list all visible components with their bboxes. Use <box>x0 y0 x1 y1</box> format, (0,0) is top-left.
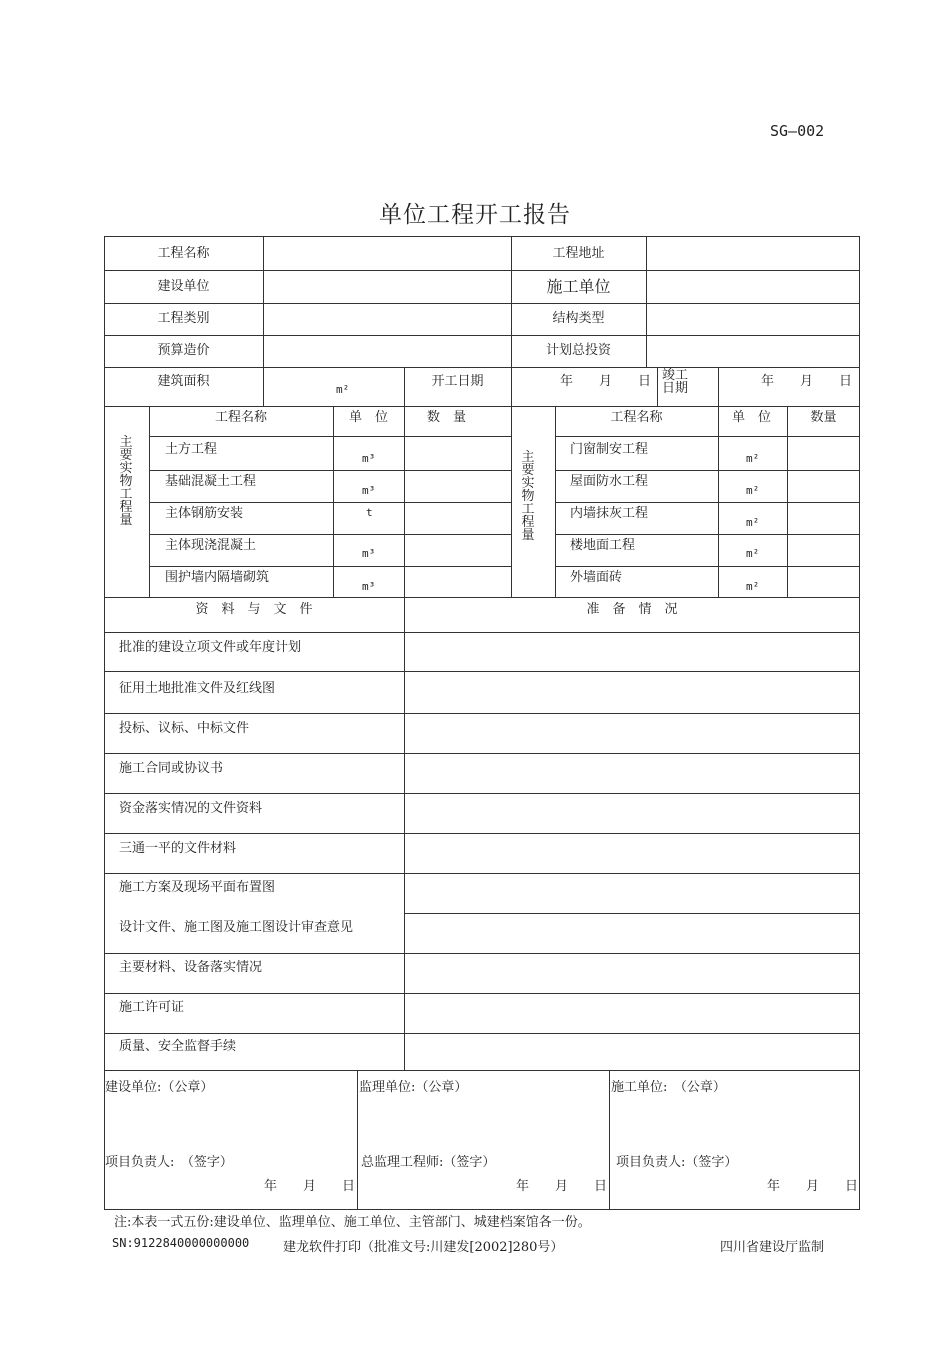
qty-row-name: 主体钢筋安装 <box>165 506 244 521</box>
document-row: 投标、议标、中标文件 <box>119 721 250 736</box>
qty-row-name: 土方工程 <box>165 442 218 457</box>
qty-row-name: 楼地面工程 <box>570 538 636 553</box>
builder-label: 建设单位 <box>157 279 210 294</box>
builder-seal: 建设单位:（公章） <box>105 1080 214 1095</box>
contractor-sign-date: 年 月 日 <box>767 1179 859 1194</box>
documents-header: 资 料 与 文 件 <box>195 602 313 617</box>
qty-row-unit: m² <box>746 516 760 529</box>
form-code: SG—002 <box>770 122 825 140</box>
supervisor-seal: 监理单位:（公章） <box>359 1080 468 1095</box>
document-row: 质量、安全监督手续 <box>119 1039 237 1054</box>
qty-row-name: 围护墙内隔墙砌筑 <box>165 570 270 585</box>
qty-header-name-left: 工程名称 <box>214 410 267 425</box>
builder-signer: 项目负责人: （签字） <box>105 1155 233 1170</box>
area-label: 建筑面积 <box>157 374 210 389</box>
page-title: 单位工程开工报告 <box>379 202 571 228</box>
preparation-header: 准 备 情 况 <box>586 602 678 617</box>
report-form <box>104 236 860 1210</box>
builder-sign-date: 年 月 日 <box>264 1179 356 1194</box>
structure-label: 结构类型 <box>552 311 605 326</box>
quantities-side-label-left: 主要实物工程量 <box>119 435 133 528</box>
qty-row-unit: m² <box>746 484 760 497</box>
start-date-value: 年 月 日 <box>560 374 652 389</box>
qty-row-unit: m² <box>746 547 760 560</box>
document-row: 施工合同或协议书 <box>119 761 224 776</box>
qty-row-unit: m² <box>746 452 760 465</box>
document-row: 施工方案及现场平面布置图 <box>119 880 276 895</box>
qty-row-name: 门窗制安工程 <box>570 442 649 457</box>
document-row: 批准的建设立项文件或年度计划 <box>119 640 302 655</box>
qty-header-unit-left: 单 位 <box>348 410 388 425</box>
qty-row-unit: m³ <box>362 484 376 497</box>
document-row: 设计文件、施工图及施工图设计审查意见 <box>119 920 354 935</box>
finish-date-label: 竣工日期 <box>662 368 689 396</box>
supervisor-signer: 总监理工程师:（签字） <box>361 1155 496 1170</box>
qty-row-name: 内墙抹灰工程 <box>570 506 649 521</box>
contractor-label: 施工单位 <box>546 277 611 296</box>
qty-row-unit: t <box>366 506 373 519</box>
document-row: 征用土地批准文件及红线图 <box>119 681 276 696</box>
category-label: 工程类别 <box>157 311 210 326</box>
qty-row-name: 外墙面砖 <box>570 570 623 585</box>
qty-header-unit-right: 单 位 <box>732 410 772 425</box>
qty-header-qty-left: 数 量 <box>427 410 467 425</box>
area-unit: m² <box>336 383 350 396</box>
document-row: 三通一平的文件材料 <box>119 841 237 856</box>
contractor-seal: 施工单位: （公章） <box>611 1080 726 1095</box>
qty-row-name: 主体现浇混凝土 <box>165 538 257 553</box>
document-row: 资金落实情况的文件资料 <box>119 801 263 816</box>
footer-note: 注:本表一式五份:建设单位、监理单位、施工单位、主管部门、城建档案馆各一份。 <box>114 1215 591 1230</box>
qty-header-qty-right: 数量 <box>810 410 837 425</box>
supervisor-sign-date: 年 月 日 <box>516 1179 608 1194</box>
document-row: 施工许可证 <box>119 1000 185 1015</box>
start-date-label: 开工日期 <box>431 374 484 389</box>
qty-header-name-right: 工程名称 <box>610 410 663 425</box>
project-address-label: 工程地址 <box>552 246 605 261</box>
qty-row-name: 屋面防水工程 <box>570 474 649 489</box>
qty-row-unit: m³ <box>362 580 376 593</box>
qty-row-unit: m² <box>746 580 760 593</box>
budget-label: 预算造价 <box>157 343 210 358</box>
qty-row-unit: m³ <box>362 547 376 560</box>
supervisor-note: 四川省建设厅监制 <box>720 1240 825 1255</box>
finish-date-value: 年 月 日 <box>761 374 853 389</box>
contractor-signer: 项目负责人:（签字） <box>616 1155 738 1170</box>
document-row: 主要材料、设备落实情况 <box>119 960 263 975</box>
qty-row-unit: m³ <box>362 452 376 465</box>
software-note: 建龙软件打印（批准文号:川建发[2002]280号） <box>283 1240 564 1255</box>
serial-number: SN:9122840000000000 <box>112 1236 250 1250</box>
project-name-label: 工程名称 <box>157 246 210 261</box>
qty-row-name: 基础混凝土工程 <box>165 474 257 489</box>
quantities-side-label-right: 主要实物工程量 <box>521 450 535 543</box>
investment-label: 计划总投资 <box>545 343 611 358</box>
